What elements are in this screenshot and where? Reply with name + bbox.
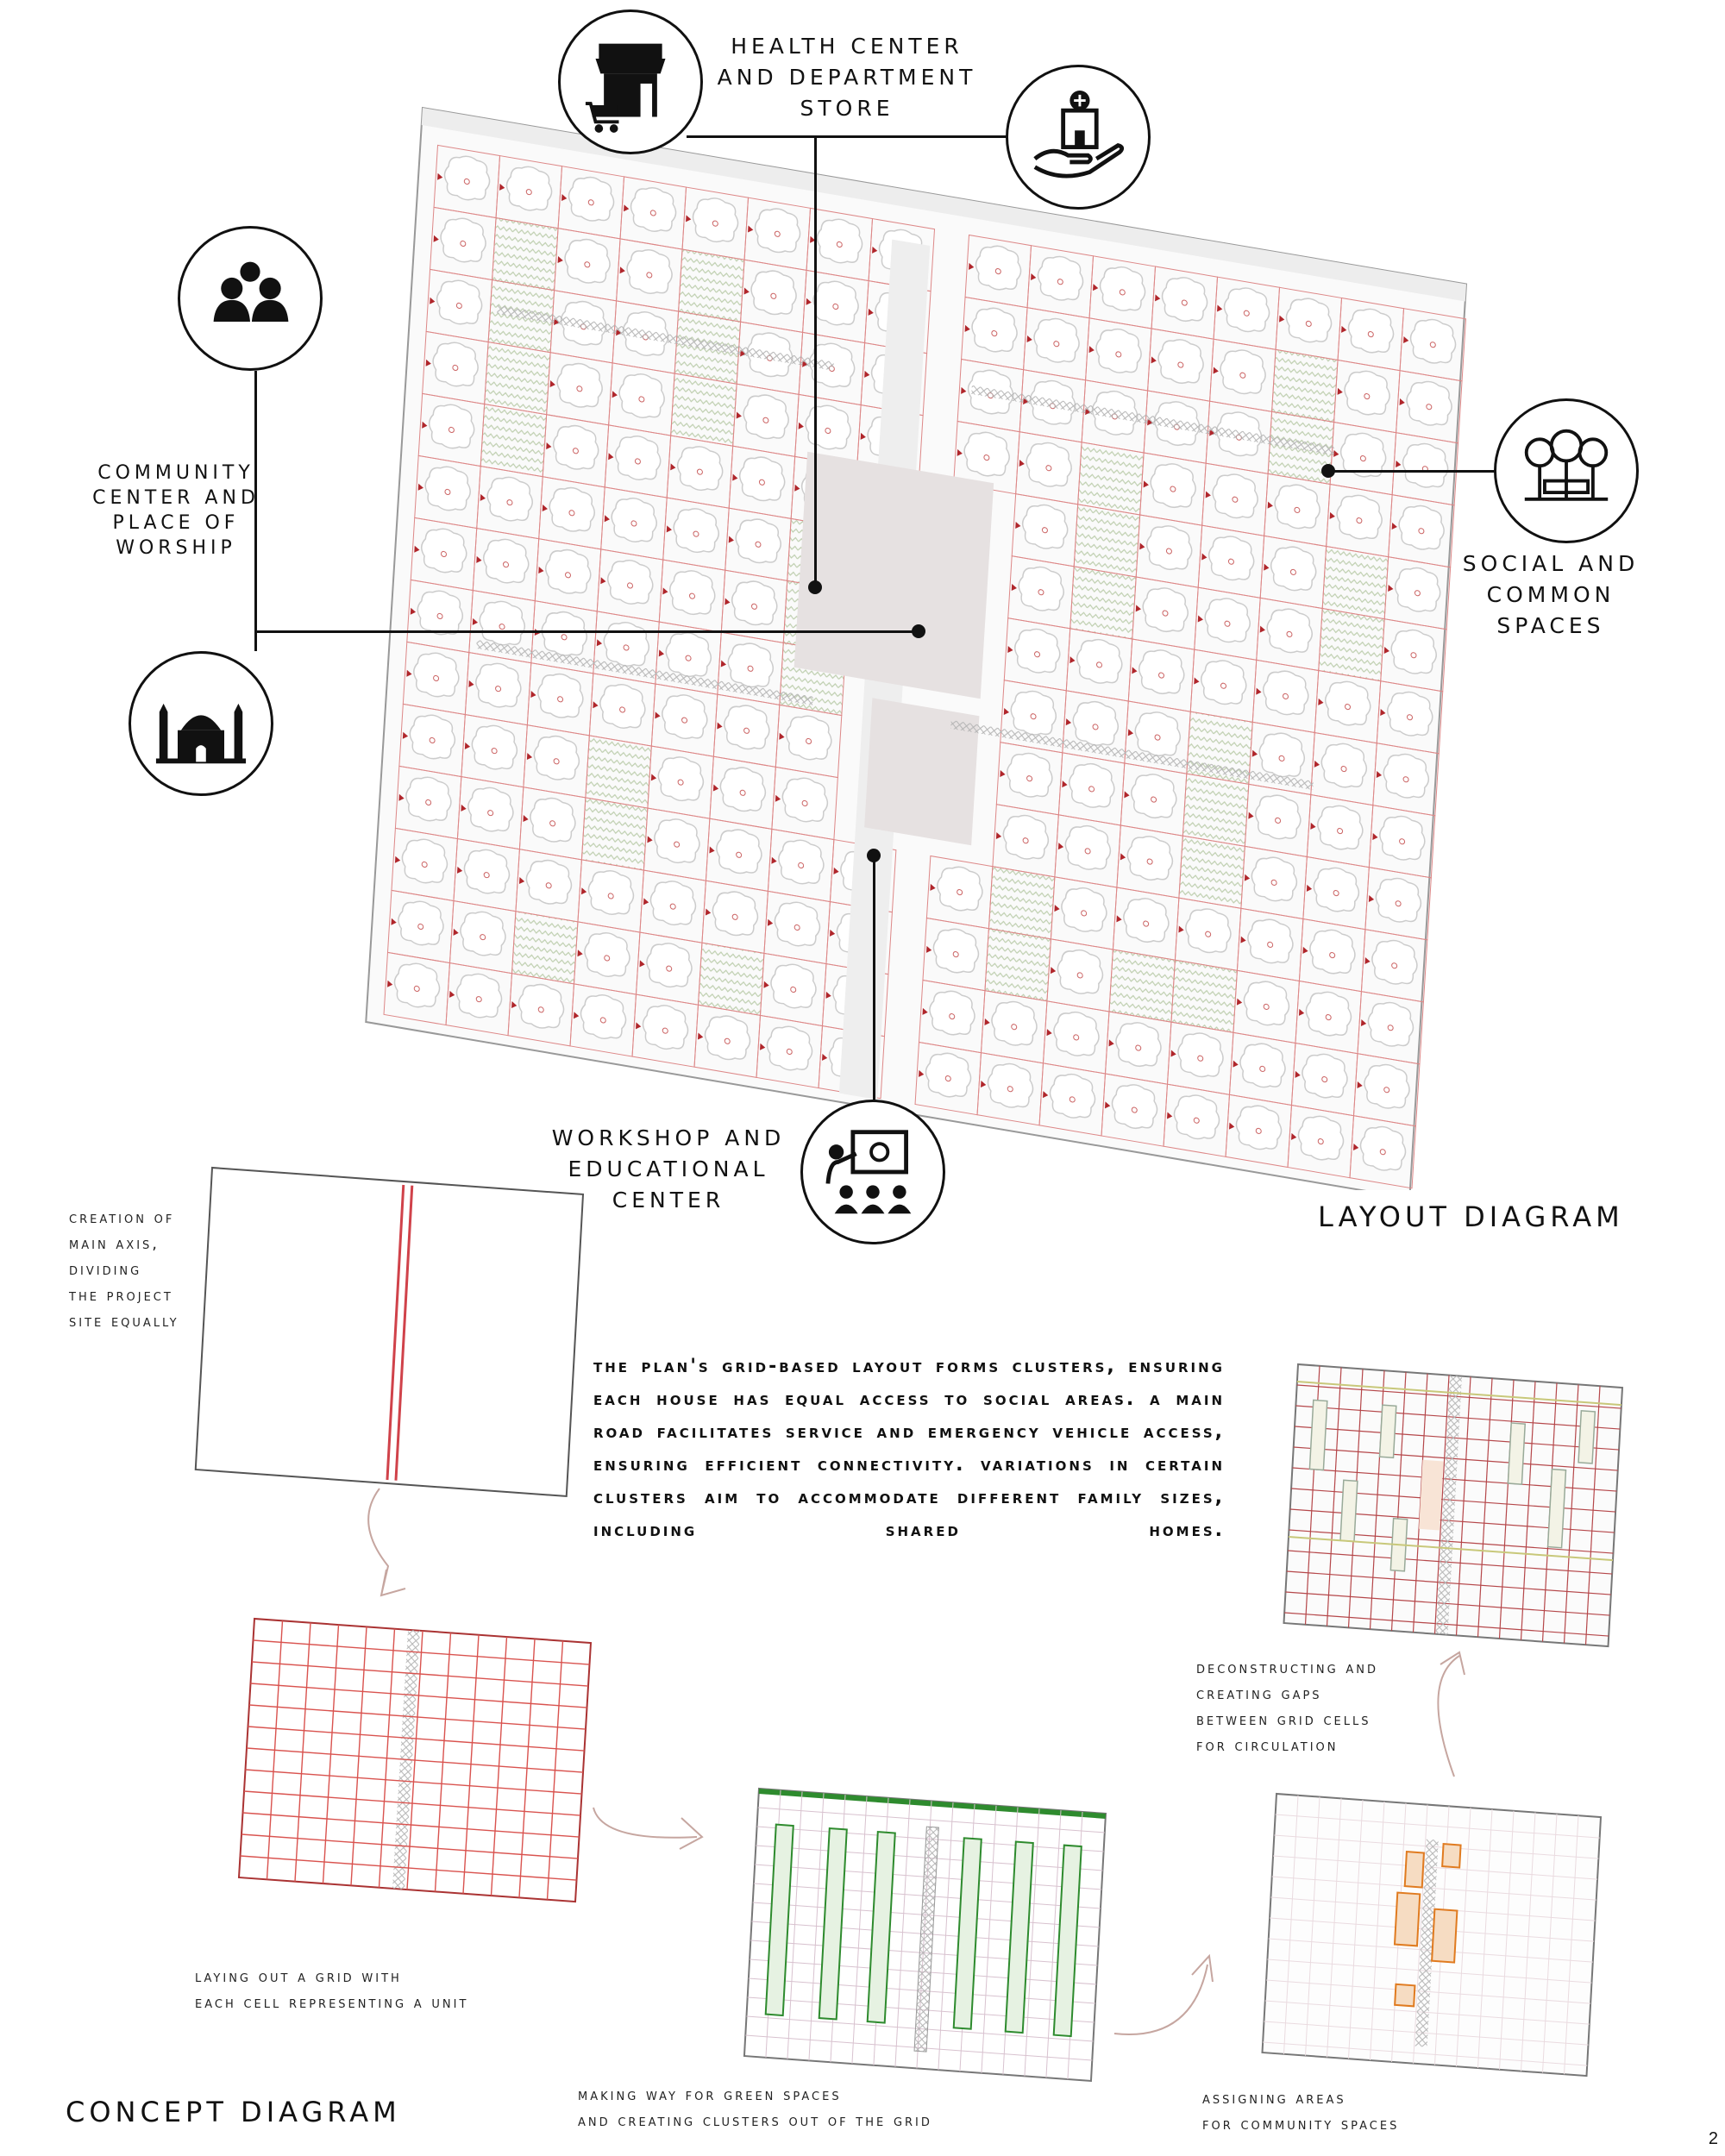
social-label: SOCIAL AND COMMON SPACES	[1462, 551, 1640, 638]
store-with-cart-icon	[558, 9, 703, 154]
south-plaza	[864, 698, 979, 845]
group-of-people-icon	[178, 226, 323, 371]
community-marker-dot	[912, 624, 925, 638]
trees-and-bench-icon	[1494, 398, 1639, 543]
step4-caption: assigning areas for community spaces	[1202, 2090, 1400, 2134]
health-marker-dot	[808, 580, 822, 594]
central-plaza	[794, 452, 994, 699]
hand-holding-hospital-icon	[1006, 65, 1151, 210]
concept-diagram-title: CONCEPT DIAGRAM	[66, 2096, 401, 2128]
workshop-label: WORKSHOP AND EDUCATIONAL CENTER	[551, 1125, 786, 1213]
social-marker-dot	[1321, 464, 1335, 478]
page-number: 2	[1708, 2129, 1718, 2148]
step3-caption: making way for green spaces and creating clusters out of the grid	[578, 2086, 932, 2130]
workshop-marker-dot	[867, 849, 881, 862]
step1-caption: creation of main axis, dividing the project site equally	[69, 1209, 179, 1331]
layout-diagram-title: LAYOUT DIAGRAM	[1318, 1200, 1624, 1233]
community-label: COMMUNITY CENTER AND PLACE OF WORSHIP	[92, 462, 260, 559]
step5-caption: deconstructing and creating gaps between grid cells for circulation	[1196, 1659, 1378, 1755]
step2-caption: laying out a grid with each cell representing a unit	[195, 1968, 469, 2012]
mosque-icon	[129, 651, 273, 796]
health-dept-label: HEALTH CENTER AND DEPARTMENT STORE	[717, 34, 977, 121]
description-paragraph: the plan's grid-based layout forms clusters, ensuring each house has equal access to social areas. a main road facilitates service and emergency vehicle access, ensuring efficient connectivity. variations in certain clusters aim to accommodate different family sizes, including shared homes.	[593, 1356, 1225, 1541]
